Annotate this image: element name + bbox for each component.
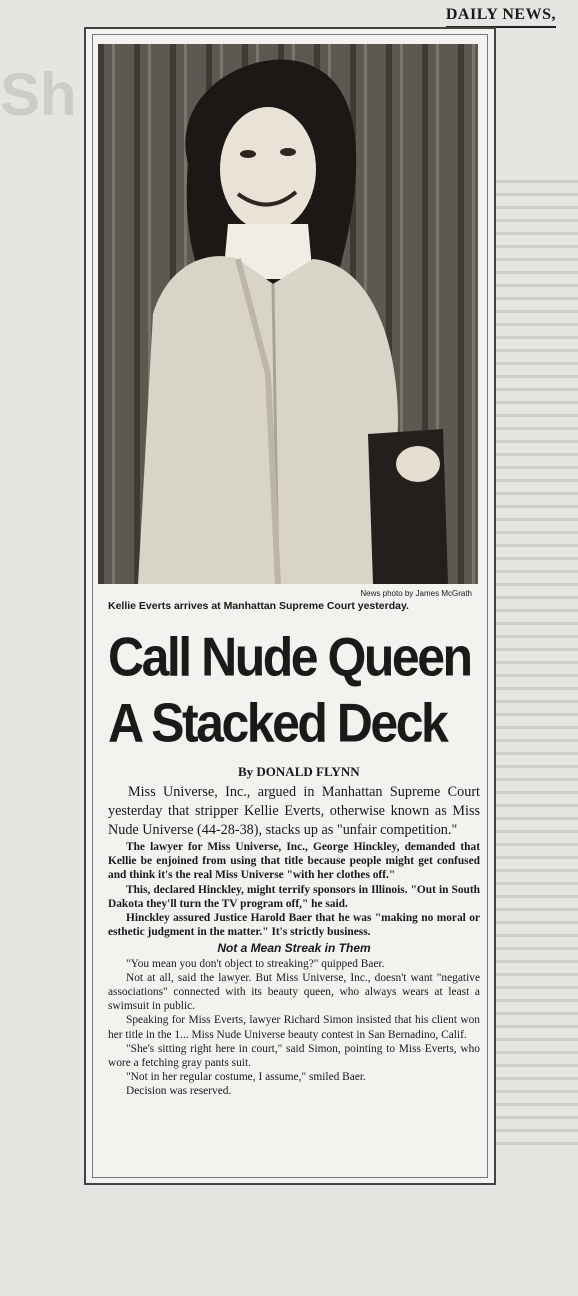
article-paragraph: Hinckley assured Justice Harold Baer that he was "making no moral or esthetic judgment in the matter." It's strictly business. <box>108 912 480 939</box>
newspaper-masthead: DAILY NEWS, <box>446 6 556 28</box>
article-paragraph: "She's sitting right here in court," said Simon, pointing to Miss Everts, who wore a fetching gray pants suit. <box>108 1042 480 1070</box>
article-paragraph: Not at all, said the lawyer. But Miss Universe, Inc., doesn't want "negative associations" connected with its beauty queen, who always wears at least a swimsuit in public. <box>108 971 480 1013</box>
article-paragraph: Speaking for Miss Everts, lawyer Richard Simon insisted that his client won her title in the 1... Miss Nude Universe beauty contest in San Bernadino, Calif. <box>108 1014 480 1041</box>
background-column-texture <box>488 180 578 1240</box>
article-lead-paragraph: Miss Universe, Inc., argued in Manhattan Supreme Court yesterday that stripper Kellie Everts, otherwise known as Miss Nude Universe (44-28-38), stacks up as "unfair competition." <box>108 784 480 838</box>
article-paragraph: The lawyer for Miss Universe, Inc., George Hinckley, demanded that Kellie be enjoined from using that title because people might get confused and think it's the real Miss Universe "with her clothes off." <box>108 841 480 882</box>
news-photo <box>98 44 478 584</box>
headline-line-1: Call Nude Queen <box>108 626 471 688</box>
byline: By DONALD FLYNN <box>238 764 360 779</box>
photo-credit: News photo by James McGrath <box>360 589 472 598</box>
headline <box>108 624 488 756</box>
newspaper-clipping <box>84 27 496 1185</box>
photo-caption: Kellie Everts arrives at Manhattan Supreme Court yesterday. <box>108 600 409 612</box>
headline-line-2: A Stacked Deck <box>108 692 447 754</box>
article-subhead: Not a Mean Streak in Them <box>217 941 371 956</box>
article-paragraph: This, declared Hinckley, might terrify sponsors in Illinois. "Out in South Dakota they'll turn the TV program off," he said. <box>108 883 480 910</box>
article-body <box>108 783 480 1099</box>
background-ghost-text: Sh <box>0 61 77 128</box>
article-paragraph: "You mean you don't object to streaking?" quipped Baer. <box>126 957 385 970</box>
article-paragraph: Decision was reserved. <box>126 1085 232 1098</box>
article-paragraph: "Not in her regular costume, I assume," smiled Baer. <box>126 1071 366 1084</box>
